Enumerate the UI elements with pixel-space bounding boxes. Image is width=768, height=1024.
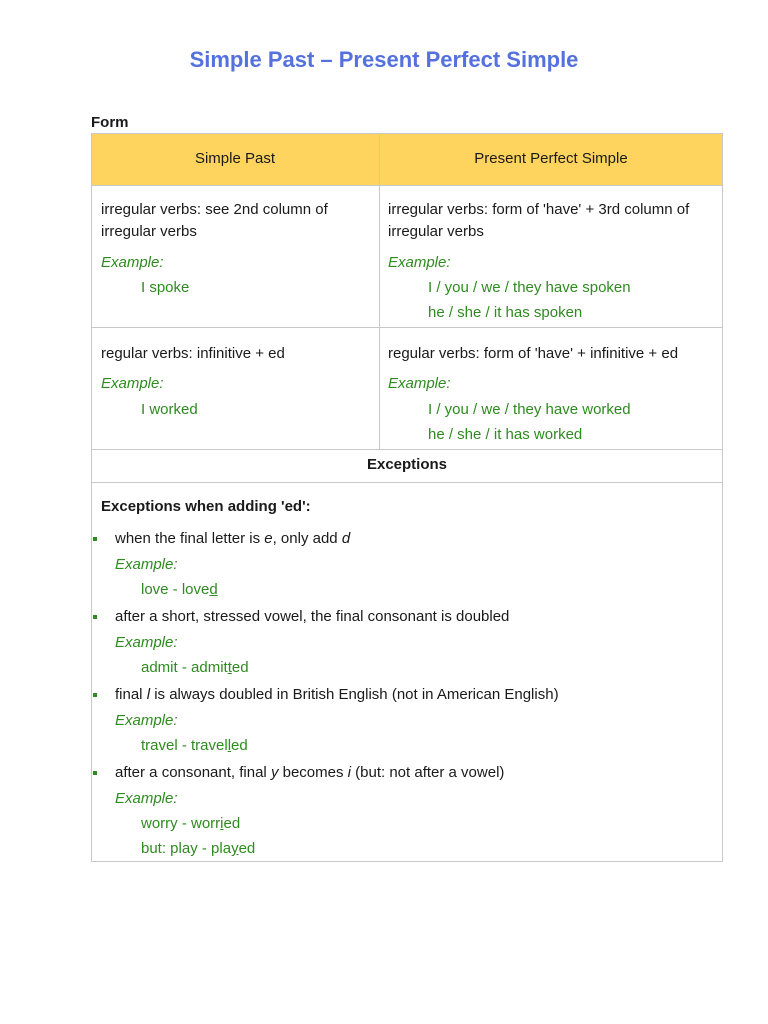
page-title: Simple Past – Present Perfect Simple bbox=[189, 47, 579, 72]
rule-text: (but: not after a vowel) bbox=[350, 764, 505, 781]
example-sentence: he / she / it has worked bbox=[428, 426, 583, 443]
rule-text: regular verbs: infinitive + ed bbox=[101, 345, 285, 362]
rule-text: becomes bbox=[278, 764, 348, 781]
example-word-pair bbox=[115, 814, 715, 839]
rule-letter: i bbox=[347, 764, 351, 781]
example-list bbox=[141, 275, 189, 300]
example-word-pair bbox=[115, 580, 715, 605]
rule-text: when the final letter is bbox=[115, 530, 265, 547]
example-word-pair bbox=[115, 658, 715, 683]
bullet-icon bbox=[93, 615, 97, 619]
example-text: ed bbox=[238, 840, 256, 857]
list-item bbox=[115, 763, 715, 864]
exceptions-heading: Exceptions when adding 'ed': bbox=[101, 498, 311, 515]
list-item bbox=[115, 685, 715, 761]
rule-text: is always doubled in British English (not in American English) bbox=[150, 686, 559, 703]
example-label: Example: bbox=[388, 254, 451, 271]
highlighted-letter: y bbox=[231, 840, 239, 857]
rule-text: , only add bbox=[272, 530, 342, 547]
example-sentence: I / you / we / they have worked bbox=[428, 401, 631, 418]
example-label: Example: bbox=[115, 712, 178, 729]
example-text: ed bbox=[223, 815, 241, 832]
rule-letter: e bbox=[264, 530, 273, 547]
example-word-pair bbox=[115, 839, 715, 864]
example-list bbox=[141, 397, 198, 422]
example-list bbox=[428, 275, 631, 325]
example-text: ed bbox=[231, 659, 249, 676]
row-divider bbox=[91, 327, 723, 328]
exceptions-list bbox=[115, 529, 715, 866]
example-text: travel - travel bbox=[141, 737, 228, 754]
highlighted-letter: l bbox=[227, 737, 232, 754]
example-label: Example: bbox=[115, 634, 178, 651]
bullet-icon bbox=[93, 771, 97, 775]
example-label: Example: bbox=[388, 375, 451, 392]
example-text: but: play - pla bbox=[141, 840, 232, 857]
row-divider bbox=[91, 185, 723, 186]
example-sentence: I worked bbox=[141, 401, 198, 418]
example-label: Example: bbox=[115, 556, 178, 573]
column-header-present-perfect: Present Perfect Simple bbox=[474, 150, 628, 167]
example-sentence: he / she / it has spoken bbox=[428, 304, 583, 321]
exception-rule bbox=[115, 529, 715, 555]
row-divider bbox=[91, 449, 723, 450]
example-text: admit - admit bbox=[141, 659, 228, 676]
highlighted-letter: i bbox=[220, 815, 224, 832]
example-label: Example: bbox=[115, 790, 178, 807]
example-sentence: I / you / we / they have spoken bbox=[428, 279, 631, 296]
rule-text: after a short, stressed vowel, the final consonant is doubled bbox=[115, 608, 510, 625]
rule-text: irregular verbs: form of 'have' + 3rd column of irregular verbs bbox=[388, 201, 690, 240]
example-text: love - love bbox=[141, 581, 210, 598]
exception-rule bbox=[115, 685, 715, 711]
bullet-icon bbox=[93, 693, 97, 697]
exception-rule bbox=[115, 607, 715, 633]
column-divider bbox=[379, 133, 380, 449]
highlighted-letter: t bbox=[227, 659, 232, 676]
rule-letter: l bbox=[146, 686, 151, 703]
rule-text: irregular verbs: see 2nd column of irregular verbs bbox=[101, 201, 328, 240]
list-item bbox=[115, 529, 715, 605]
row-divider bbox=[91, 482, 723, 483]
list-item bbox=[115, 607, 715, 683]
rule-text: after a consonant, final bbox=[115, 764, 271, 781]
highlighted-letter: d bbox=[209, 581, 218, 598]
column-header-simple-past: Simple Past bbox=[194, 150, 276, 167]
bullet-icon bbox=[93, 537, 97, 541]
example-label: Example: bbox=[101, 254, 164, 271]
rule-text: regular verbs: form of 'have' + infinitive + ed bbox=[388, 345, 679, 362]
example-list bbox=[428, 397, 631, 447]
exception-rule bbox=[115, 763, 715, 789]
example-text: worry - worr bbox=[141, 815, 221, 832]
exceptions-header: Exceptions bbox=[366, 456, 448, 473]
example-text: ed bbox=[231, 737, 248, 754]
example-word-pair bbox=[115, 736, 715, 761]
example-sentence: I spoke bbox=[141, 279, 190, 296]
rule-letter: d bbox=[341, 530, 351, 547]
example-label: Example: bbox=[101, 375, 164, 392]
rule-letter: y bbox=[270, 764, 279, 781]
form-label: Form bbox=[91, 114, 129, 131]
rule-text: final bbox=[115, 686, 147, 703]
